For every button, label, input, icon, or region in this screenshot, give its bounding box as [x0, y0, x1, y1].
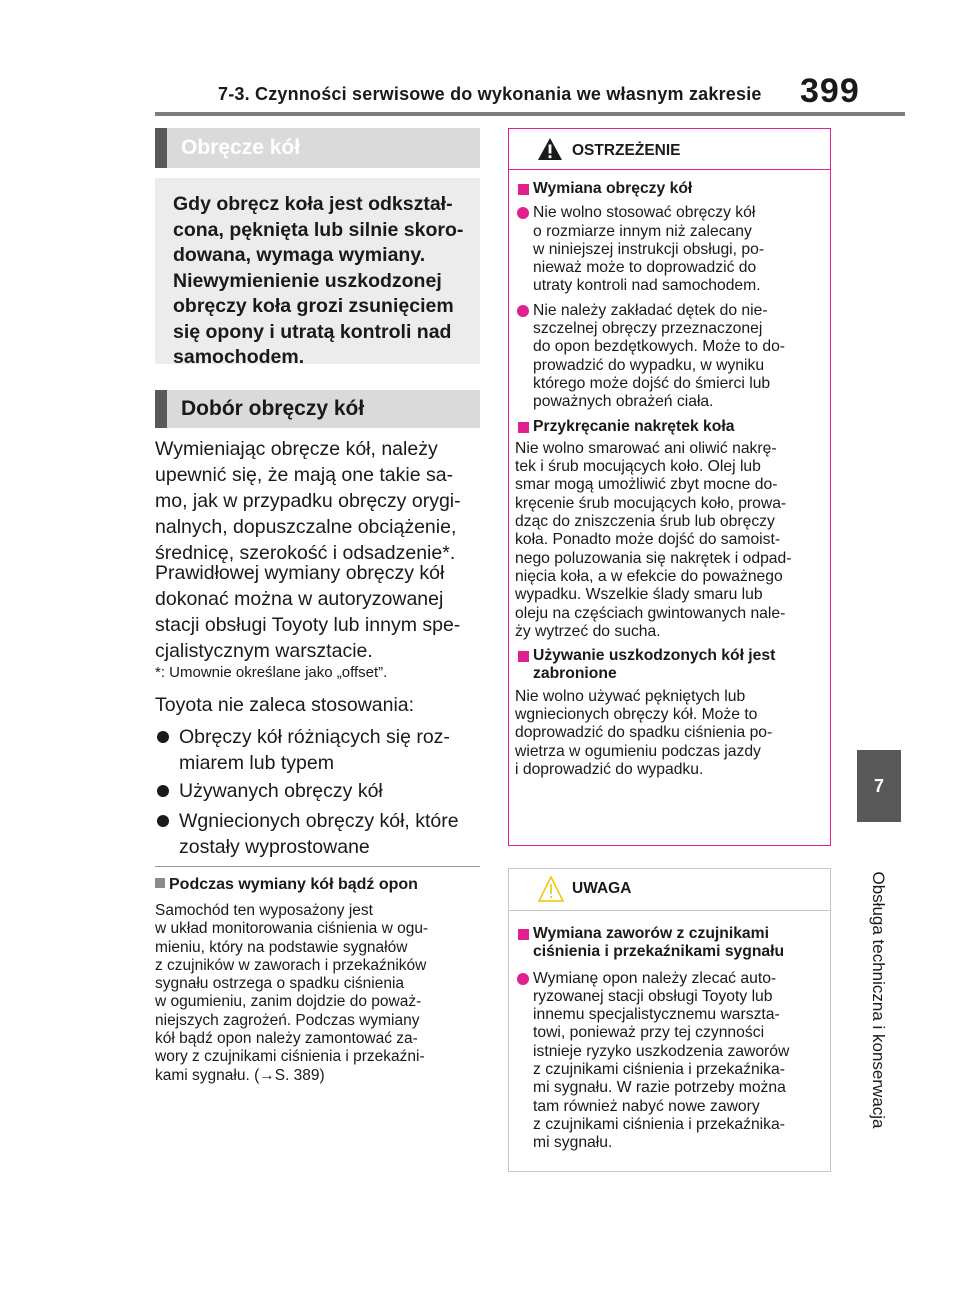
caution-triangle-icon [537, 875, 565, 903]
text-line: nego poluzowania się nakrętek i odpad- [515, 549, 792, 567]
text-line: mi sygnału. [533, 1134, 613, 1152]
square-bullet-icon [518, 651, 529, 662]
warning-subheading [515, 647, 824, 684]
text-line: sygnału ostrzega o spadku ciśnienia [155, 975, 405, 993]
text-line: z czujnikami ciśnienia i przekaźnika- [533, 1115, 785, 1133]
bullet-dot-icon [517, 305, 529, 317]
text-line: ży wytrzeć do sucha. [515, 622, 661, 640]
note-heading-text: Podczas wymiany kół bądź opon [169, 876, 418, 893]
intro-line: obręczy koła grozi zsunięciem [173, 295, 454, 317]
text-line: zostały wyprostowane [179, 836, 370, 858]
footnote: *: Umownie określane jako „offset”. [155, 664, 388, 681]
text-line: kami sygnału. (→S. 389) [155, 1066, 325, 1084]
text-line: towi, ponieważ przy tej czynności [533, 1024, 765, 1042]
text-line: z czujników w zaworach i przekaźników [155, 956, 427, 974]
warning-subheading [515, 418, 824, 436]
text-line: Używanych obręczy kół [179, 780, 383, 802]
intro-line: cona, pęknięta lub silnie skoro- [173, 218, 464, 241]
text-line: Nie należy zakładać dętek do nie- [533, 301, 768, 319]
text-line: stacji obsługi Toyoty lub innym spe- [155, 614, 461, 636]
section-title-rims-text: Obręcze kół [181, 136, 301, 159]
section-title-rim-selection [155, 390, 480, 428]
intro-line: Niewymienienie uszkodzonej [173, 269, 442, 292]
text-line: wory z czujnikami ciśnienia i przekaźni- [155, 1048, 425, 1066]
text-line: Wymiana obręczy kół [533, 180, 693, 197]
text-line: istnieje ryzyko uszkodzenia zaworów [533, 1042, 790, 1060]
text-line: cjalistycznym warsztacie. [155, 640, 373, 662]
text-line: mieniu, który na podstawie sygnałów [155, 938, 408, 956]
text-line: którego może dojść do śmierci lub [533, 374, 771, 392]
bullet-dot-icon [157, 785, 169, 797]
text-line: Wymiana zaworów z czujnikami [533, 925, 769, 942]
warning-label: OSTRZEŻENIE [572, 142, 681, 159]
text-line: Nie wolno smarować ani oliwić nakrę- [515, 439, 777, 457]
text-line: miarem lub typem [179, 752, 334, 774]
section-title-rims [155, 128, 480, 168]
intro-box [155, 178, 480, 368]
text-line: Samochód ten wyposażony jest [155, 902, 373, 919]
text-line: smar mogą umożliwić zbyt mocne do- [515, 476, 778, 494]
text-line: mo, jak w przypadku obręczy orygi- [155, 490, 461, 512]
text-line: prowadzić do wypadku, w wyniku [533, 356, 765, 374]
bullet-dot-icon [157, 815, 169, 827]
text-line: tek i śrub mocujących koło. Olej lub [515, 458, 761, 476]
caution-box [508, 868, 831, 1172]
header-divider [155, 112, 905, 116]
text-line: koła. Ponadto może dojść do samoist- [515, 531, 781, 549]
text-line: utraty kontroli nad samochodem. [533, 277, 761, 295]
warning-bullet [515, 302, 824, 412]
warning-box [508, 128, 831, 846]
text-line: Nie wolno używać pękniętych lub [515, 687, 746, 705]
text-line: Przykręcanie nakrętek koła [533, 417, 735, 435]
text-line: mi sygnału. W razie potrzeby można [533, 1079, 786, 1097]
text-line: nalnych, dopuszczalne obciążenie, [155, 516, 457, 538]
bullet-item [155, 778, 480, 804]
caution-content [509, 911, 830, 1153]
text-line: nięcia koła, a w efekcie do poważnego [515, 567, 783, 585]
text-line: oleju na częściach gwintowanych nale- [515, 604, 786, 622]
text-line: Obręczy kół różniących się roz- [179, 726, 450, 748]
square-bullet-icon [518, 422, 529, 433]
text-line: zabronione [533, 665, 617, 683]
bullet-item [155, 808, 480, 860]
intro-line: samochodem. [173, 346, 305, 368]
intro-line: dowana, wymaga wymiany. [173, 244, 426, 266]
caution-bullet [515, 970, 824, 1153]
text-line: innemu specjalistycznemu warszta- [533, 1006, 780, 1024]
text-line: Wgniecionych obręczy kół, które [179, 810, 459, 832]
chapter-tab: 7 [857, 750, 901, 822]
text-line: ciśnienia i przekaźnikami sygnału [533, 943, 785, 961]
text-line: kół bądź opon należy zamontować za- [155, 1030, 418, 1048]
text-line: doprowadzić do spadku ciśnienia po- [515, 724, 773, 742]
square-bullet-icon [518, 184, 529, 195]
caution-header [509, 869, 830, 911]
text-line: w niniejszej instrukcji obsługi, po- [533, 240, 765, 258]
paragraph-service [155, 560, 480, 664]
text-line: upewnić się, że mają one takie sa- [155, 464, 454, 486]
text-line: o rozmiarze innym niż zalecany [533, 222, 752, 240]
text-line: w układ monitorowania ciśnienia w ogu- [155, 920, 429, 938]
text-line: ryzowanej stacji obsługi Toyoty lub [533, 987, 773, 1005]
text-line: i doprowadzić do wypadku. [515, 760, 704, 778]
caution-label: UWAGA [572, 880, 632, 897]
square-bullet-icon [518, 929, 529, 940]
running-header: 7-3. Czynności serwisowe do wykonania we własnym zakresie [218, 84, 762, 104]
caution-subheading [515, 925, 824, 962]
text-line: wgniecionych obręczy kół. Może to [515, 706, 758, 724]
intro-line: się opony i utratą kontroli nad [173, 320, 452, 343]
bullet-dot-icon [517, 207, 529, 219]
note-body [155, 902, 485, 1085]
text-line: wypadku. Wszelkie ślady smaru lub [515, 586, 763, 604]
warning-header [509, 129, 830, 170]
warning-paragraph [515, 688, 824, 779]
warning-subheading [515, 180, 824, 198]
bullet-dot-icon [157, 731, 169, 743]
warning-paragraph [515, 440, 824, 641]
chapter-label: Obsługa techniczna i konserwacja [869, 871, 888, 1129]
warning-bullet [515, 204, 824, 295]
text-line: kręcenie śrub mocujących koło, prowa- [515, 494, 787, 512]
text-line: dząc do zniszczenia śrub lub obręczy [515, 513, 775, 531]
note-divider [155, 866, 480, 867]
text-line: nieważ może to doprowadzić do [533, 259, 757, 277]
text-line: wietrza w ogumieniu podczas jazdy [515, 742, 761, 760]
note-heading [155, 876, 418, 894]
text-line: z czujnikami ciśnienia i przekaźnika- [533, 1061, 785, 1079]
text-line: szczelnej obręczy przeznaczonej [533, 320, 763, 338]
paragraph-not-recommended: Toyota nie zaleca stosowania: [155, 694, 415, 716]
square-bullet-icon [155, 878, 165, 888]
text-line: poważnych obrażeń ciała. [533, 393, 714, 411]
warning-triangle-icon [537, 137, 563, 161]
text-line: tam również nabyć nowe zawory [533, 1097, 760, 1115]
bullet-dot-icon [517, 973, 529, 985]
page-number: 399 [800, 72, 860, 110]
text-line: Wymieniając obręcze kół, należy [155, 438, 438, 460]
text-line: niejszych zagrożeń. Podczas wymiany [155, 1011, 420, 1029]
text-line: Prawidłowej wymiany obręczy kół [155, 562, 445, 584]
warning-content [509, 170, 830, 779]
text-line: w ogumieniu, zanim dojdzie do poważ- [155, 993, 422, 1011]
paragraph-rim-selection [155, 436, 480, 566]
text-line: do opon bezdętkowych. Może to do- [533, 338, 786, 356]
text-line: Wymianę opon należy zlecać auto- [533, 969, 777, 987]
text-line: dokonać można w autoryzowanej [155, 588, 444, 610]
text-line: średnicę, szerokość i odsadzenie*. [155, 542, 456, 564]
text-line: Używanie uszkodzonych kół jest [533, 647, 776, 665]
text-line: Nie wolno stosować obręczy kół [533, 204, 756, 222]
intro-line: Gdy obręcz koła jest odkształ- [173, 193, 453, 215]
bullet-item [155, 724, 480, 776]
section-title-rim-selection-text: Dobór obręczy kół [181, 397, 365, 420]
